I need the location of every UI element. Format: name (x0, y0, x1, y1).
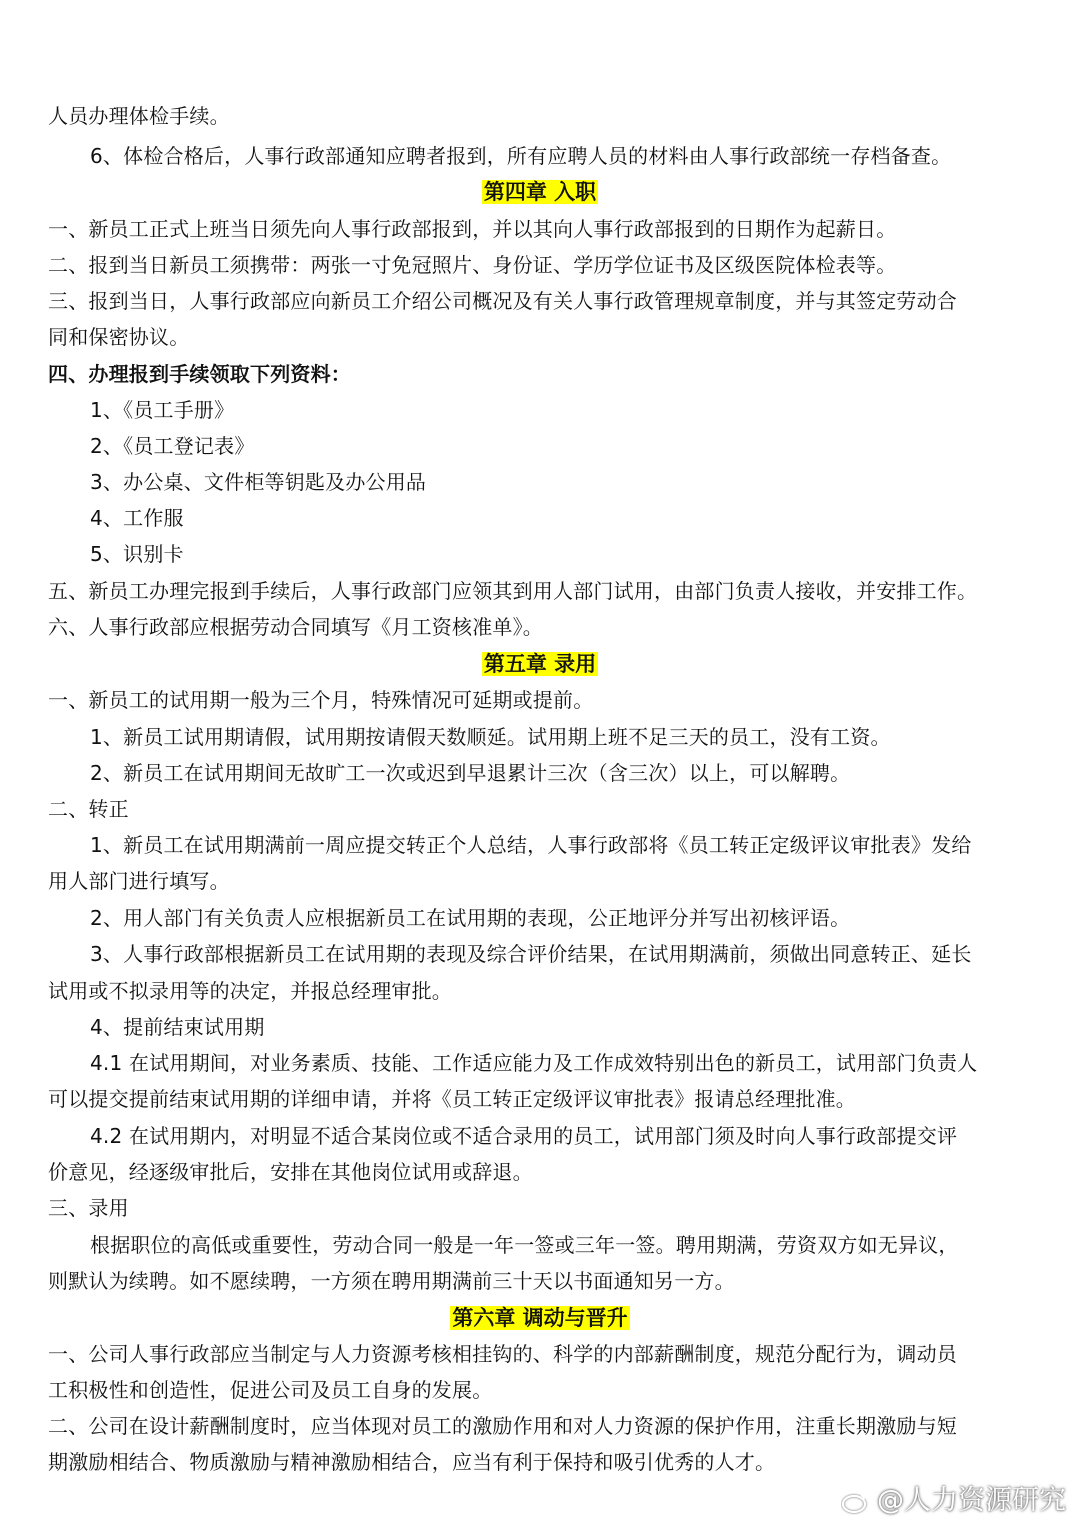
text-line: 工积极性和创造性，促进公司及员工自身的发展。 (48, 1378, 493, 1402)
chapter-heading (0, 178, 1080, 206)
text-line: 一、新员工正式上班当日须先向人事行政部报到，并以其向人事行政部报到的日期作为起薪日。 (48, 217, 897, 241)
text-line: 1、新员工试用期请假，试用期按请假天数顺延。试用期上班不足三天的员工，没有工资。 (90, 725, 891, 749)
text-line: 4.2 在试用期内，对明显不适合某岗位或不适合录用的员工，试用部门须及时向人事行政部提交评 (90, 1124, 958, 1148)
list-item: 5、识别卡 (90, 542, 184, 566)
text-line: 根据职位的高低或重要性，劳动合同一般是一年一签或三年一签。聘用期满，劳资双方如无异议， (90, 1233, 959, 1257)
text-line: 可以提交提前结束试用期的详细申请，并将《员工转正定级评议审批表》报请总经理批准。 (48, 1087, 856, 1111)
chapter-heading (0, 650, 1080, 678)
text-line: 二、公司在设计薪酬制度时，应当体现对员工的激励作用和对人力资源的保护作用，注重长期激励与短 (48, 1414, 957, 1438)
section-heading: 二、转正 (48, 797, 129, 821)
text-line: 期激励相结合、物质激励与精神激励相结合，应当有利于保持和吸引优秀的人才。 (48, 1450, 776, 1474)
list-item: 4、工作服 (90, 506, 184, 530)
text-line: 一、新员工的试用期一般为三个月，特殊情况可延期或提前。 (48, 688, 594, 712)
text-line: 试用或不拟录用等的决定，并报总经理审批。 (48, 979, 452, 1003)
text-line: 价意见，经逐级审批后，安排在其他岗位试用或辞退。 (48, 1160, 533, 1184)
watermark-text: @人力资源研究 (877, 1485, 1066, 1516)
text-line: 2、用人部门有关负责人应根据新员工在试用期的表现，公正地评分并写出初核评语。 (90, 906, 851, 930)
list-item: 2、《员工登记表》 (90, 434, 255, 458)
text-line: 五、新员工办理完报到手续后，人事行政部门应领其到用人部门试用，由部门负责人接收，并安排工作。 (48, 579, 978, 603)
weibo-icon (841, 1487, 871, 1515)
text-line: 则默认为续聘。如不愿续聘，一方须在聘用期满前三十天以书面通知另一方。 (48, 1269, 735, 1293)
chapter-heading (0, 1304, 1080, 1332)
watermark (841, 1484, 1066, 1518)
text-line: 4、提前结束试用期 (90, 1015, 265, 1039)
text-line: 同和保密协议。 (48, 325, 190, 349)
text-line: 人员办理体检手续。 (48, 104, 230, 128)
list-item: 1、《员工手册》 (90, 398, 235, 422)
text-line: 2、新员工在试用期间无故旷工一次或迟到早退累计三次（含三次）以上，可以解聘。 (90, 761, 851, 785)
text-line: 一、公司人事行政部应当制定与人力资源考核相挂钩的、科学的内部薪酬制度，规范分配行为，调动员 (48, 1342, 957, 1366)
text-line: 用人部门进行填写。 (48, 869, 230, 893)
text-line: 3、人事行政部根据新员工在试用期的表现及综合评价结果，在试用期满前，须做出同意转正、延长 (90, 942, 972, 966)
text-line: 4.1 在试用期间，对业务素质、技能、工作适应能力及工作成效特别出色的新员工，试用部门负责人 (90, 1051, 978, 1075)
chapter-heading-text: 第四章 入职 (483, 180, 597, 204)
text-line: 1、新员工在试用期满前一周应提交转正个人总结，人事行政部将《员工转正定级评议审批表》发给 (90, 833, 972, 857)
text-line: 三、报到当日，人事行政部应向新员工介绍公司概况及有关人事行政管理规章制度，并与其签定劳动合 (48, 289, 957, 313)
text-line: 二、报到当日新员工须携带：两张一寸免冠照片、身份证、学历学位证书及区级医院体检表等。 (48, 253, 897, 277)
list-item: 3、办公桌、文件柜等钥匙及办公用品 (90, 470, 427, 494)
section-heading: 四、办理报到手续领取下列资料： (48, 362, 351, 386)
chapter-heading-text: 第五章 录用 (483, 652, 597, 676)
section-heading: 三、录用 (48, 1196, 129, 1220)
text-line: 六、人事行政部应根据劳动合同填写《月工资核准单》。 (48, 615, 543, 639)
text-line: 6、体检合格后，人事行政部通知应聘者报到，所有应聘人员的材料由人事行政部统一存档备查。 (90, 144, 952, 168)
chapter-heading-text: 第六章 调动与晋升 (452, 1306, 628, 1330)
